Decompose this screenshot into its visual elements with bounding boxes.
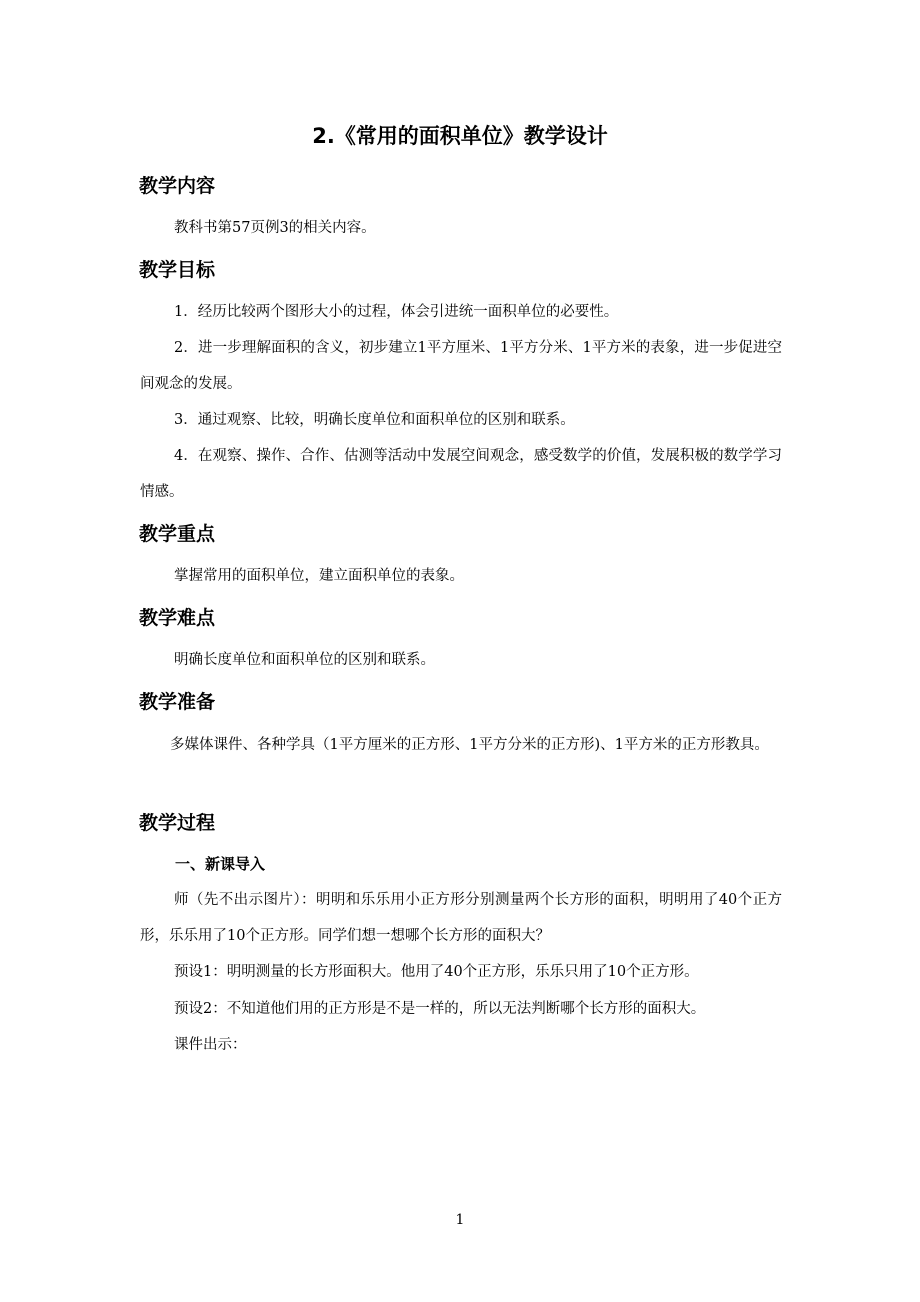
heading-key-point: 教学重点 — [139, 523, 216, 545]
goal-item-2: 2．进一步理解面积的含义，初步建立1平方厘米、1平方分米、1平方米的表象，进一步促进空间观念的发展。 — [140, 340, 782, 392]
heading-difficulty: 教学难点 — [139, 607, 216, 629]
goal-item-4: 4．在观察、操作、合作、估测等活动中发展空间观念，感受数学的价值，发展积极的数学学习情感。 — [140, 448, 782, 500]
subheading-new-lesson-intro: 一、新课导入 — [175, 855, 266, 873]
heading-preparation: 教学准备 — [139, 691, 216, 713]
process-paragraph-preset-1: 预设1：明明测量的长方形面积大。他用了40个正方形，乐乐只用了10个正方形。 — [174, 964, 699, 980]
document-title: 2.《常用的面积单位》教学设计 — [312, 124, 608, 148]
heading-teaching-goals: 教学目标 — [139, 259, 216, 281]
teaching-content-text: 教科书第57页例3的相关内容。 — [174, 220, 376, 236]
goal-item-3: 3．通过观察、比较，明确长度单位和面积单位的区别和联系。 — [174, 412, 575, 428]
heading-teaching-content: 教学内容 — [139, 175, 216, 197]
heading-process: 教学过程 — [139, 812, 216, 834]
process-paragraph-teacher: 师（先不出示图片）：明明和乐乐用小正方形分别测量两个长方形的面积，明明用了40个正方形，乐乐用了10个正方形。同学们想一想哪个长方形的面积大？ — [140, 892, 782, 944]
key-point-text: 掌握常用的面积单位，建立面积单位的表象。 — [174, 568, 464, 584]
page-number: 1 — [455, 1212, 465, 1228]
difficulty-text: 明确长度单位和面积单位的区别和联系。 — [174, 652, 435, 668]
preparation-text: 多媒体课件、各种学具（1平方厘米的正方形、1平方分米的正方形)、1平方米的正方形教具。 — [170, 737, 769, 753]
goal-item-1: 1．经历比较两个图形大小的过程，体会引进统一面积单位的必要性。 — [174, 304, 619, 320]
process-paragraph-courseware: 课件出示： — [174, 1037, 247, 1053]
process-paragraph-preset-2: 预设2：不知道他们用的正方形是不是一样的，所以无法判断哪个长方形的面积大。 — [174, 1001, 706, 1017]
